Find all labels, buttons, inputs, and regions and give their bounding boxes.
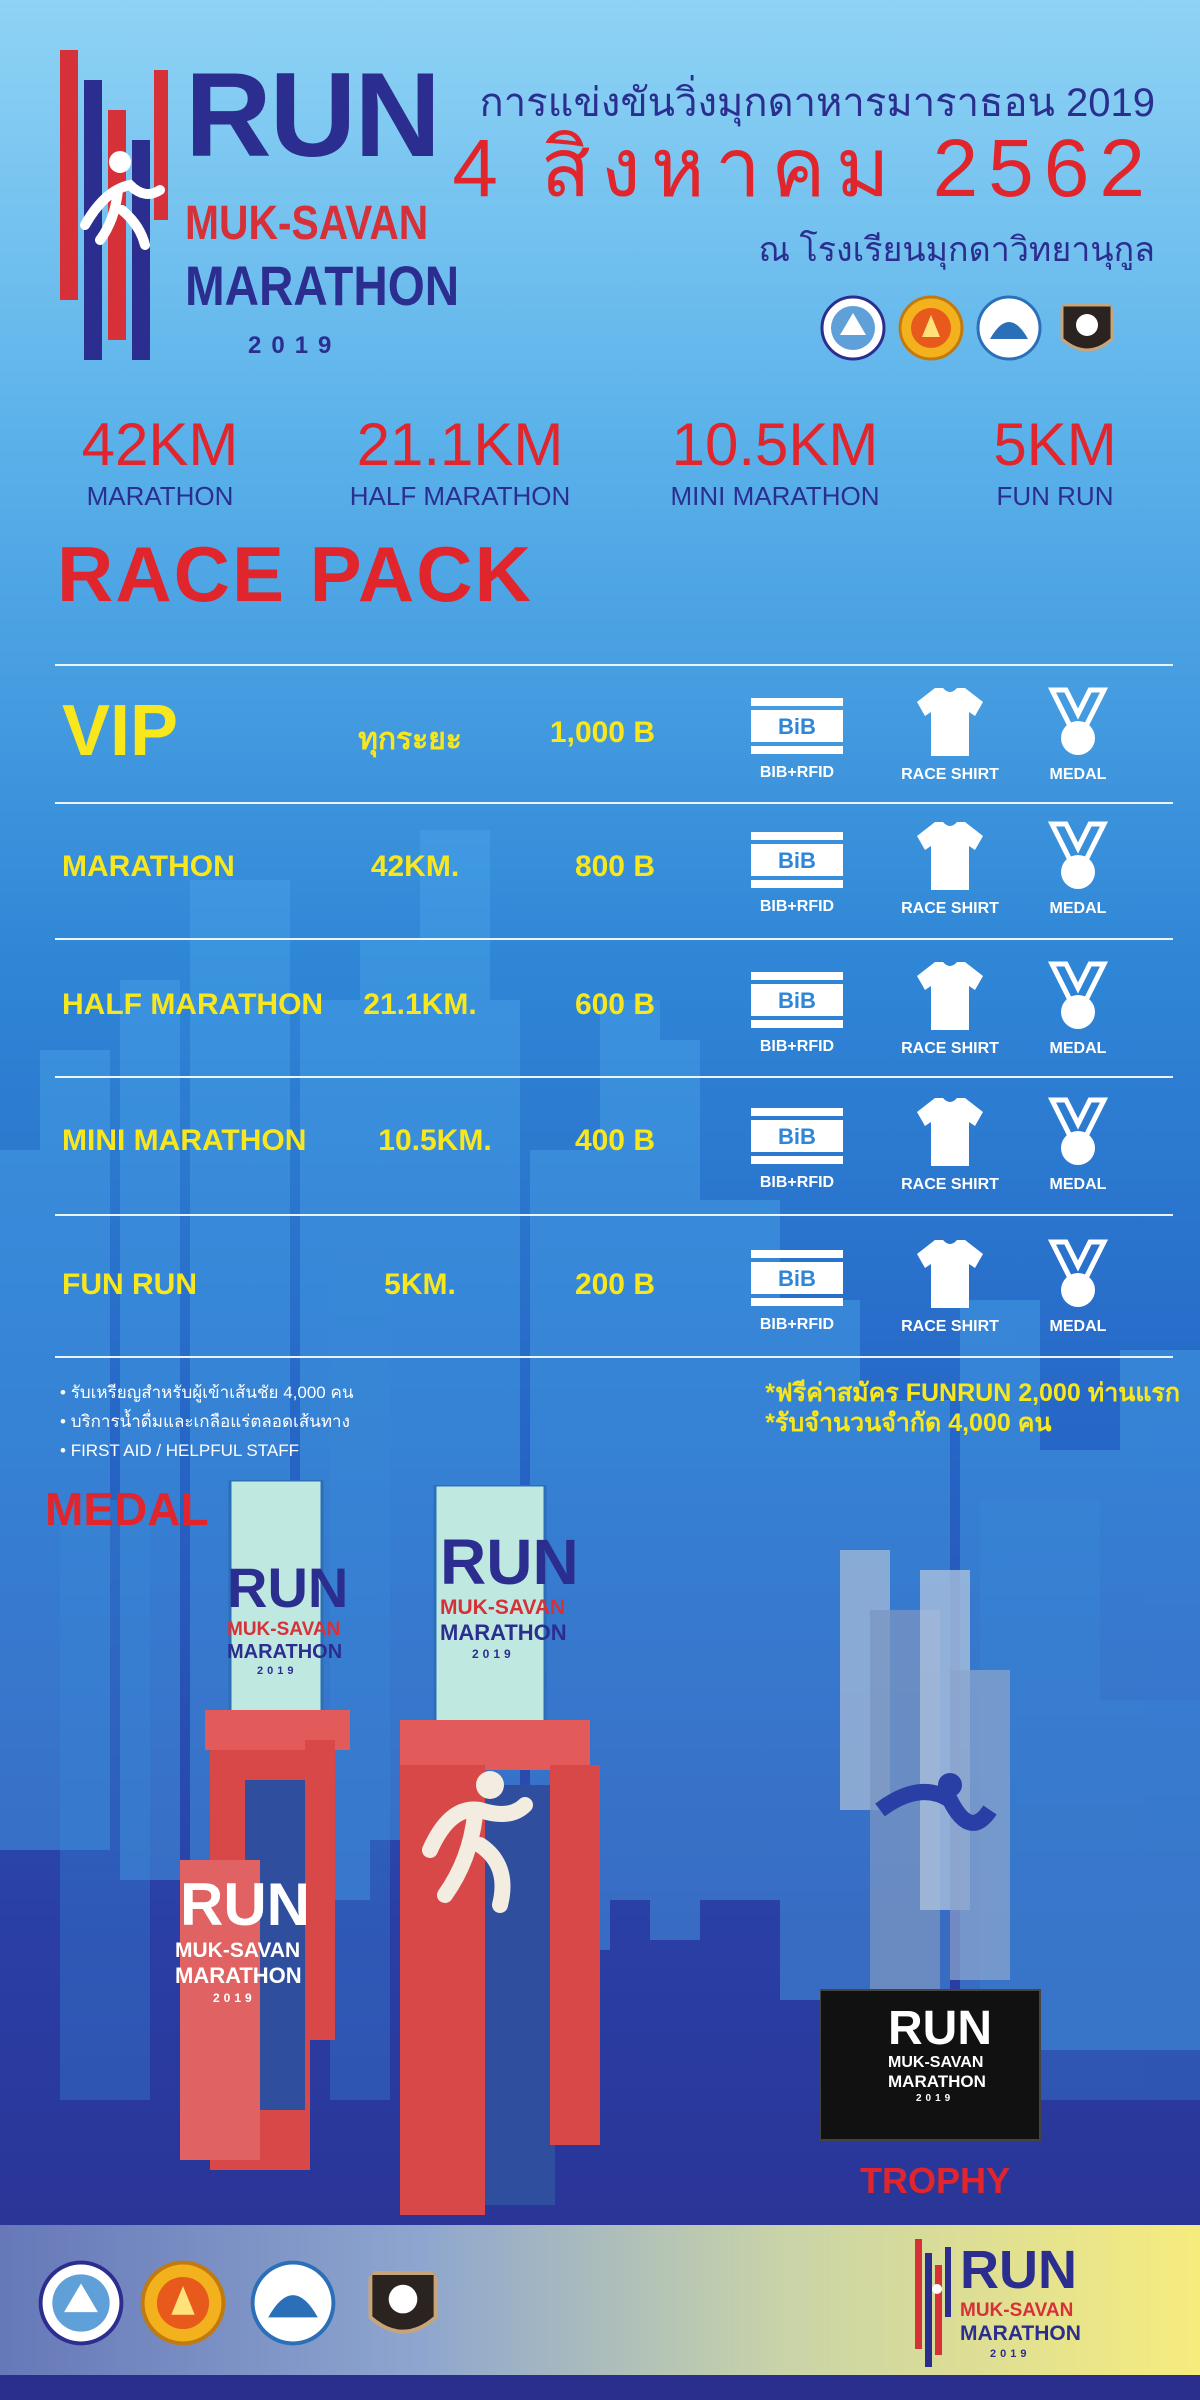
medal-front-year-text: 2019	[213, 1991, 256, 2005]
table-divider	[55, 802, 1173, 804]
medal-caption: MEDAL	[1049, 900, 1107, 917]
race-pack-title: RACE PACK	[57, 530, 533, 618]
distance-half-marathon	[340, 411, 580, 512]
footer-banner	[0, 2225, 1200, 2375]
shirt-caption: RACE SHIRT	[901, 900, 999, 917]
table-row	[0, 1222, 1200, 1352]
footer-seal-2-icon	[140, 2260, 226, 2346]
medal-item	[1008, 1238, 1148, 1336]
medal-icon	[1048, 820, 1108, 892]
distance-km: 10.5KM	[671, 411, 879, 478]
bib-item	[727, 1108, 867, 1192]
medal-item	[1008, 1096, 1148, 1194]
medal-caption: MEDAL	[1049, 766, 1107, 783]
bib-caption: BIB+RFID	[759, 764, 835, 781]
race-shirt-icon	[915, 1096, 985, 1168]
race-shirt-icon	[915, 1238, 985, 1310]
bib-item	[727, 972, 867, 1056]
footer-logo-emblem	[915, 2239, 955, 2367]
bib-caption: BIB+RFID	[759, 1038, 835, 1055]
trophy-year-text: 2019	[916, 2093, 955, 2104]
table-row	[0, 946, 1200, 1074]
row-distance: ทุกระยะ	[358, 723, 462, 756]
medal-front-top-year-text: 2019	[257, 1665, 298, 1677]
footer-logo-marathon-text: MARATHON	[960, 2322, 1081, 2345]
table-divider	[55, 664, 1173, 666]
medal-back-image	[390, 1485, 610, 2225]
sponsor-seal-2-icon	[898, 295, 964, 361]
medal-icon	[1048, 960, 1108, 1032]
bib-icon	[751, 1108, 843, 1166]
row-price: 200 B	[574, 1268, 655, 1301]
medal-icon	[1048, 1096, 1108, 1168]
footer-logo-muk-text: MUK-SAVAN	[960, 2300, 1074, 2321]
medal-back-year-text: 2019	[472, 1647, 515, 1661]
registration-notes	[765, 1378, 1180, 1438]
table-divider	[55, 1214, 1173, 1216]
row-distance: 42KM.	[370, 850, 460, 883]
race-shirt-icon	[915, 960, 985, 1032]
row-category: VIP	[62, 691, 179, 771]
logo-muk-savan-text: MUK-SAVAN	[185, 197, 429, 250]
table-row	[0, 1084, 1200, 1212]
medal-front-marathon-text: MARATHON	[175, 1963, 302, 1988]
bib-caption: BIB+RFID	[759, 1174, 835, 1191]
medal-front-top-run-text: RUN	[227, 1556, 349, 1619]
bib-icon-text: BiB	[778, 1266, 816, 1291]
medal-item	[1008, 820, 1148, 918]
distance-marathon	[55, 411, 265, 512]
medal-front-top-muk-text: MUK-SAVAN	[227, 1619, 341, 1640]
distance-fun-run	[975, 411, 1135, 512]
table-row	[0, 672, 1200, 800]
distance-label: MARATHON	[86, 481, 234, 511]
medal-caption: MEDAL	[1049, 1318, 1107, 1335]
row-distance: 5KM.	[384, 1268, 456, 1301]
footer-seal-3-icon	[250, 2260, 336, 2346]
race-shirt-icon	[915, 686, 985, 758]
shirt-caption: RACE SHIRT	[901, 1176, 999, 1193]
trophy-muk-text: MUK-SAVAN	[888, 2054, 984, 2071]
distance-mini-marathon	[655, 411, 895, 512]
benefits-list	[60, 1378, 353, 1465]
medal-icon	[1048, 1238, 1108, 1310]
row-category: MINI MARATHON	[62, 1124, 307, 1157]
table-divider	[55, 938, 1173, 940]
bib-icon	[751, 972, 843, 1030]
distance-label: FUN RUN	[996, 481, 1114, 511]
distance-label: HALF MARATHON	[349, 481, 571, 511]
bib-caption: BIB+RFID	[759, 1316, 835, 1333]
logo-emblem	[60, 50, 170, 360]
bib-item	[727, 698, 867, 782]
row-price: 400 B	[574, 1124, 655, 1157]
trophy-marathon-text: MARATHON	[888, 2072, 986, 2091]
list-item: • FIRST AID / HELPFUL STAFF	[60, 1436, 353, 1465]
medal-caption: MEDAL	[1049, 1176, 1107, 1193]
distance-km: 42KM	[81, 411, 239, 478]
table-divider	[55, 1076, 1173, 1078]
shirt-item	[880, 1238, 1020, 1336]
sponsor-seal-4-icon	[1054, 295, 1120, 361]
trophy-image	[820, 1550, 1050, 2150]
medal-back-marathon-text: MARATHON	[440, 1620, 567, 1645]
event-venue: ณ โรงเรียนมุกดาวิทยานุกูล	[758, 231, 1155, 269]
medal-back-muk-text: MUK-SAVAN	[440, 1596, 566, 1619]
row-price: 800 B	[574, 850, 655, 883]
table-row	[0, 810, 1200, 938]
footer-seal-1-icon	[38, 2260, 124, 2346]
shirt-caption: RACE SHIRT	[901, 766, 999, 783]
note-item: *รับจำนวนจำกัด 4,000 คน	[765, 1409, 1052, 1437]
row-category: FUN RUN	[62, 1268, 197, 1301]
row-category: HALF MARATHON	[62, 988, 324, 1021]
list-item: • บริการน้ำดื่มและเกลือแร่ตลอดเส้นทาง	[60, 1407, 353, 1436]
bib-icon-text: BiB	[778, 988, 816, 1013]
distance-km: 21.1KM	[356, 411, 564, 478]
event-date: 4 สิงหาคม 2562	[452, 123, 1155, 214]
distance-label: MINI MARATHON	[670, 481, 880, 511]
note-item: *ฟรีค่าสมัคร FUNRUN 2,000 ท่านแรก	[765, 1379, 1180, 1407]
medal-icon	[1048, 686, 1108, 758]
footer-bar	[0, 2375, 1200, 2400]
bib-icon-text: BiB	[778, 714, 816, 739]
row-category: MARATHON	[62, 850, 235, 883]
bib-icon	[751, 1250, 843, 1308]
sponsor-seal-3-icon	[976, 295, 1042, 361]
footer-logo-run-text: RUN	[960, 2240, 1077, 2300]
logo-run-text: RUN	[185, 48, 439, 182]
trophy-run-text: RUN	[888, 2002, 992, 2055]
race-shirt-icon	[915, 820, 985, 892]
distance-km: 5KM	[993, 411, 1117, 478]
medal-back-run-text: RUN	[440, 1526, 579, 1598]
bib-icon	[751, 698, 843, 756]
shirt-item	[880, 820, 1020, 918]
shirt-item	[880, 960, 1020, 1058]
bib-icon-text: BiB	[778, 1124, 816, 1149]
row-price: 600 B	[574, 988, 655, 1021]
medal-front-muk-text: MUK-SAVAN	[175, 1939, 301, 1962]
sponsor-seal-1-icon	[820, 295, 886, 361]
medal-front-run-text: RUN	[180, 1871, 310, 1938]
row-distance: 10.5KM.	[378, 1124, 492, 1157]
footer-seal-4-icon	[360, 2260, 446, 2346]
shirt-caption: RACE SHIRT	[901, 1318, 999, 1335]
medal-item	[1008, 960, 1148, 1058]
table-divider	[55, 1356, 1173, 1358]
bib-icon	[751, 832, 843, 890]
logo-year-text: 2019	[248, 332, 342, 359]
medal-front-image	[175, 1480, 365, 2200]
event-title: การแข่งขันวิ่งมุกดาหารมาราธอน 2019	[479, 81, 1155, 125]
bib-item	[727, 1250, 867, 1334]
medal-item	[1008, 686, 1148, 784]
bib-icon-text: BiB	[778, 848, 816, 873]
shirt-item	[880, 1096, 1020, 1194]
list-item: • รับเหรียญสำหรับผู้เข้าเส้นชัย 4,000 คน	[60, 1378, 353, 1407]
bib-item	[727, 832, 867, 916]
medal-front-top-marathon-text: MARATHON	[227, 1641, 343, 1663]
bib-caption: BIB+RFID	[759, 898, 835, 915]
logo-marathon-text: MARATHON	[185, 254, 460, 317]
row-distance: 21.1KM.	[363, 988, 477, 1021]
shirt-caption: RACE SHIRT	[901, 1040, 999, 1057]
medal-section-title: MEDAL	[45, 1483, 209, 1535]
shirt-item	[880, 686, 1020, 784]
trophy-section-title: TROPHY	[860, 2160, 1011, 2201]
footer-logo-year-text: 2019	[990, 2348, 1031, 2360]
medal-caption: MEDAL	[1049, 1040, 1107, 1057]
row-price: 1,000 B	[549, 716, 655, 749]
